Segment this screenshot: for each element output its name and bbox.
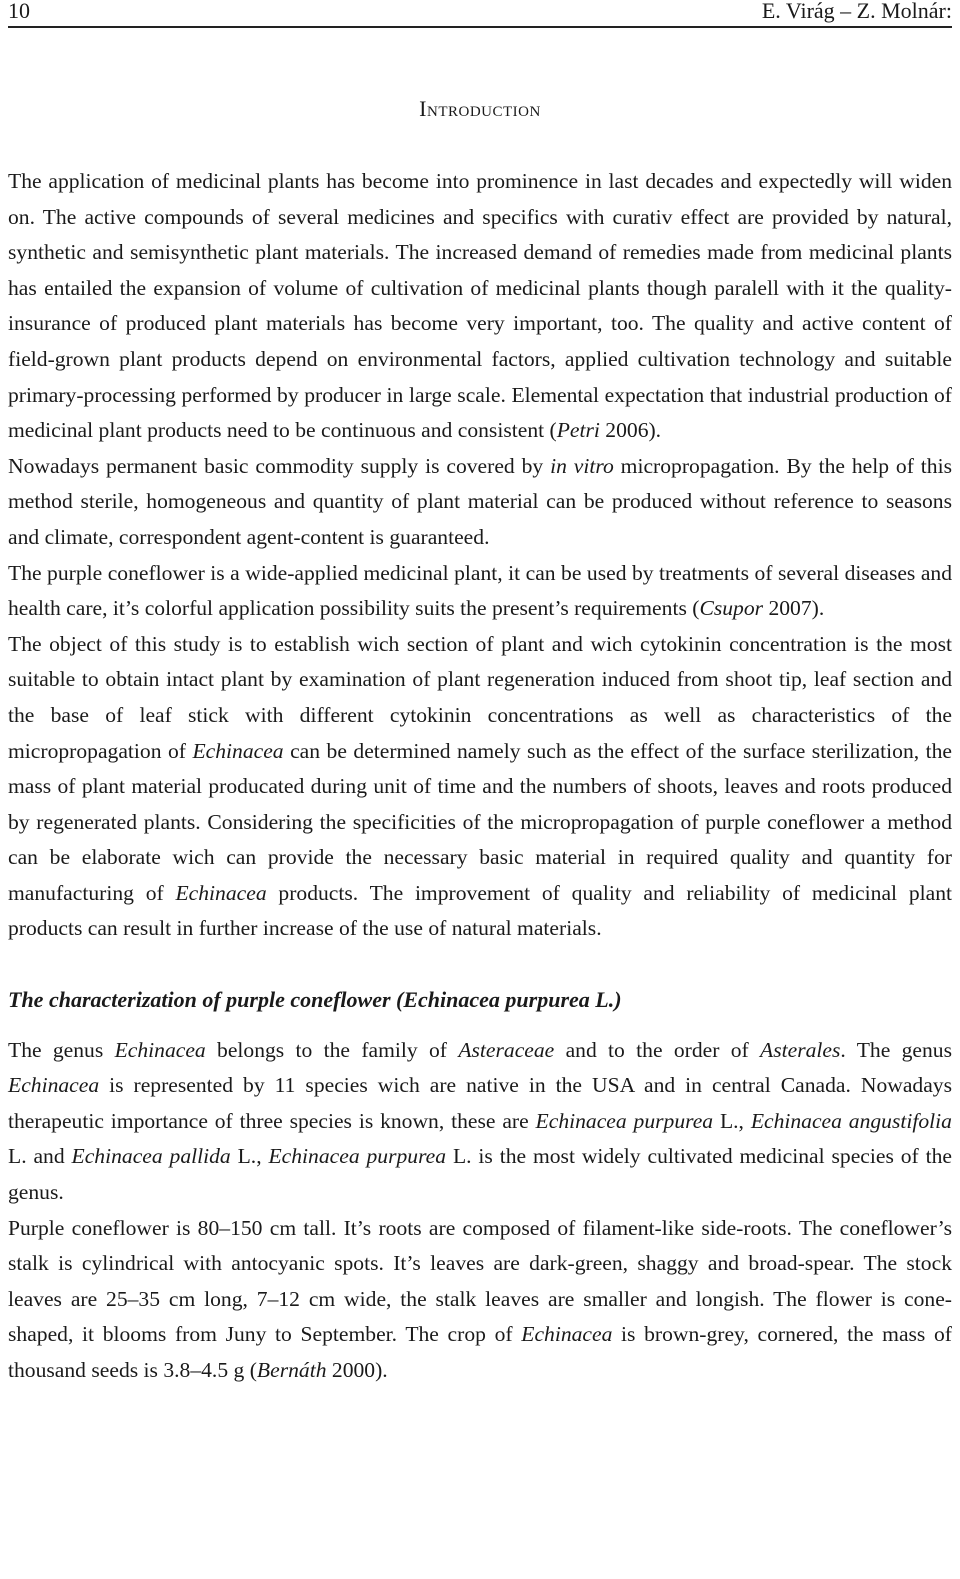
italic-term: Echinacea: [192, 738, 284, 763]
italic-term: Csupor: [699, 596, 764, 621]
italic-term: Echinacea: [521, 1322, 613, 1347]
italic-term: Asterales: [760, 1037, 841, 1062]
intro-paragraph: The application of medicinal plants has become into prominence in last decades and expectedly will widen on. The active compounds of several medicines and specifics with curativ effect are provided by natural, synthetic and semisynthetic plant materials. The increased demand of remedies made from medicinal plants has entailed the expansion of volume of cultivation of medicinal plants though paralell with it the quality-insurance of produced plant materials has become very important, too. The quality and active content of field-grown plant products depend on environmental factors, applied cultivation technology and suitable primary-processing performed by producer in large scale. Elemental expectation that industrial production of medicinal plant products need to be continuous and consistent (Petri 2006).: [8, 169, 952, 443]
italic-term: Echinacea: [8, 1073, 100, 1098]
page-number: 10: [8, 0, 30, 23]
italic-term: Echinacea angustifolia: [750, 1108, 952, 1133]
running-head-authors: E. Virág – Z. Molnár:: [761, 0, 952, 23]
subsection-paragraph: The genus Echinacea belongs to the family of Asteraceae and to the order of Asterales. The genus Echinacea is represented by 11 species wich are native in the USA and in central Canada. Nowadays therapeutic importance of three species is known, these are Echinacea purpurea L., Echinacea angustifolia L. and Echinacea pallida L., Echinacea purpurea L. is the most widely cultivated medicinal species of the genus.: [8, 1037, 952, 1205]
italic-term: Bernáth: [256, 1358, 327, 1382]
italic-term: Echinacea: [114, 1037, 206, 1062]
running-header: [8, 0, 952, 28]
italic-term: Asteraceae: [458, 1037, 555, 1062]
intro-paragraph: The object of this study is to establish wich section of plant and wich cytokinin concentration is the most suitable to obtain intact plant by examination of plant regeneration induced from shoot tip, leaf section and the base of leaf stick with different cytokinin concentrations as well as characteristics of the micropropagation of Echinacea can be determined namely such as the effect of the surface sterilization, the mass of plant material producated during unit of time and the numbers of shoots, leaves and roots produced by regenerated plants. Considering the specificities of the micropropagation of purple coneflower a method can be elaborate wich can provide the necessary basic material in required quality and quantity for manufacturing of Echinacea products. The improvement of quality and reliability of medicinal plant products can result in further increase of the use of natural materials.: [8, 631, 952, 941]
italic-term: Echinacea purpurea: [268, 1144, 447, 1169]
intro-paragraph: The purple coneflower is a wide-applied medicinal plant, it can be used by treatments of several diseases and health care, it’s colorful application possibility suits the present’s requirements (Csupor 2007).: [8, 560, 952, 621]
intro-paragraph: Nowadays permanent basic commodity supply is covered by in vitro micropropagation. By the help of this method sterile, homogeneous and quantity of plant material can be produced without reference to seasons and climate, correspondent agent-content is guaranteed.: [8, 453, 952, 549]
italic-term: Petri: [556, 418, 600, 443]
italic-term: in vitro: [550, 453, 614, 478]
subsection-title: The characterization of purple coneflower (Echinacea purpurea L.): [8, 987, 622, 1013]
section-title-introduction: Introduction: [419, 96, 541, 121]
italic-term: Echinacea: [175, 880, 267, 905]
italic-term: Echinacea pallida: [71, 1144, 231, 1169]
subsection-paragraph: Purple coneflower is 80–150 cm tall. It’s roots are composed of filament-like side-roots. The coneflower’s stalk is cylindrical with antocyanic spots. It’s leaves are dark-green, shaggy and broad-spear. The stock leaves are 25–35 cm long, 7–12 cm wide, the stalk leaves are smaller and longish. The flower is cone-shaped, it blooms from Juny to September. The crop of Echinacea is brown-grey, cornered, the mass of thousand seeds is 3.8–4.5 g (Bernáth 2000).: [8, 1215, 952, 1382]
italic-term: Echinacea purpurea: [535, 1108, 714, 1133]
article-body: [8, 164, 952, 1389]
